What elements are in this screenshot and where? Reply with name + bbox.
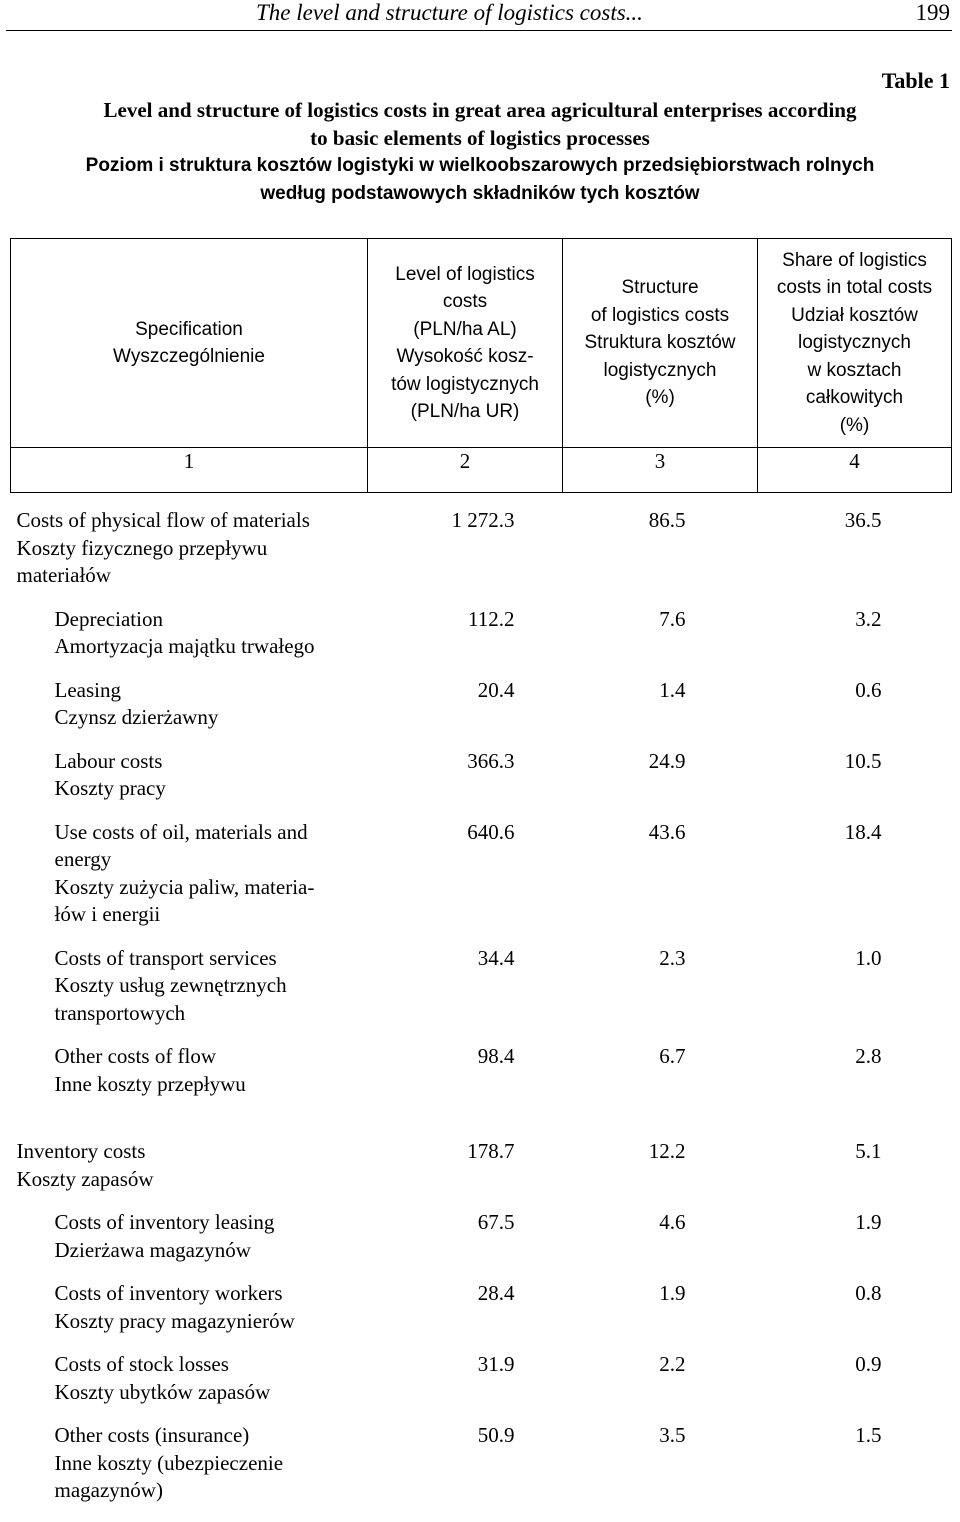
share-value: 1.9 bbox=[855, 1210, 882, 1234]
specification-line: Koszty pracy bbox=[54, 776, 166, 800]
row-specification bbox=[11, 1043, 368, 1138]
column-number-row bbox=[11, 448, 952, 493]
table-row bbox=[11, 1138, 952, 1209]
column-header-line: Level of logistics bbox=[395, 263, 535, 285]
specification-line: Depreciation bbox=[54, 606, 163, 631]
structure-value: 7.6 bbox=[659, 606, 686, 631]
table-row bbox=[11, 1422, 952, 1505]
share-value: 5.1 bbox=[855, 1139, 882, 1163]
specification-line: Costs of inventory leasing bbox=[54, 1210, 275, 1234]
specification-line: Koszty fizycznego przepływu bbox=[16, 535, 268, 560]
column-header-line: Share of logistics bbox=[782, 249, 927, 271]
column-header-line: całkowitych bbox=[805, 387, 904, 409]
column-header-line: tów logistycznych bbox=[391, 373, 539, 395]
share-value: 0.6 bbox=[855, 677, 882, 702]
row-specification bbox=[11, 945, 368, 1044]
level-cost-value: 34.4 bbox=[477, 945, 515, 970]
specification-line: Other costs (insurance) bbox=[54, 1423, 250, 1447]
column-header-line: costs bbox=[442, 291, 488, 312]
column-header-line: (%) bbox=[645, 387, 675, 409]
table-caption bbox=[10, 96, 950, 208]
column-header-3 bbox=[563, 239, 758, 448]
column-header-line: logistycznych bbox=[603, 359, 717, 381]
specification-line: Costs of transport services bbox=[54, 945, 277, 970]
column-header-line: Structure bbox=[621, 277, 699, 299]
row-specification bbox=[11, 1209, 368, 1280]
structure-value: 3.5 bbox=[659, 1423, 686, 1447]
specification-line: Other costs of flow bbox=[54, 1044, 217, 1068]
column-header-line: Struktura kosztów bbox=[584, 332, 736, 354]
table-row bbox=[11, 1209, 952, 1280]
row-specification bbox=[11, 819, 368, 945]
specification-line: Labour costs bbox=[54, 748, 163, 773]
level-cost-value: 31.9 bbox=[477, 1352, 515, 1376]
table-body bbox=[11, 493, 952, 1505]
column-header-line: (PLN/ha AL) bbox=[413, 318, 517, 340]
specification-line: Dzierżawa magazynów bbox=[54, 1237, 251, 1262]
specification-line: Koszty zużycia paliw, materia- bbox=[54, 874, 315, 899]
specification-line: Koszty zapasów bbox=[16, 1166, 154, 1191]
column-header-4 bbox=[758, 239, 952, 448]
table-row bbox=[11, 819, 952, 945]
row-specification bbox=[11, 1351, 368, 1422]
level-cost-value: 112.2 bbox=[468, 606, 515, 631]
structure-value: 24.9 bbox=[648, 748, 686, 773]
caption-pl-line-1: Poziom i struktura kosztów logistyki w wielkoobszarowych przedsiębiorstwach rolnych bbox=[85, 155, 875, 176]
level-cost-value: 1 272.3 bbox=[451, 508, 515, 532]
running-head bbox=[6, 0, 952, 31]
structure-value: 2.3 bbox=[659, 945, 686, 970]
table-row bbox=[11, 606, 952, 677]
structure-value: 86.5 bbox=[648, 508, 686, 532]
logistics-costs-table bbox=[10, 238, 952, 1505]
table-row bbox=[11, 1043, 952, 1138]
specification-line: Inne koszty (ubezpieczenie bbox=[54, 1450, 284, 1475]
caption-pl-line-2: według podstawowych składników tych kosztów bbox=[260, 183, 700, 204]
share-value: 18.4 bbox=[844, 819, 882, 844]
column-header-line: Specification bbox=[135, 318, 243, 340]
column-header-1 bbox=[11, 239, 368, 448]
table-row bbox=[11, 677, 952, 748]
level-cost-value: 98.4 bbox=[477, 1044, 515, 1068]
column-header-line: Udział kosztów bbox=[791, 304, 918, 326]
row-specification bbox=[11, 493, 368, 606]
row-specification bbox=[11, 677, 368, 748]
specification-line: Leasing bbox=[54, 677, 121, 702]
specification-line: Koszty ubytków zapasów bbox=[54, 1379, 271, 1404]
row-specification bbox=[11, 748, 368, 819]
column-header-line: costs in total costs bbox=[776, 277, 933, 299]
row-specification bbox=[11, 1280, 368, 1351]
specification-line: transportowych bbox=[54, 1000, 186, 1025]
column-number: 3 bbox=[563, 448, 758, 493]
level-cost-value: 20.4 bbox=[477, 677, 515, 702]
column-header-line: of logistics costs bbox=[590, 304, 730, 326]
column-header-line: logistycznych bbox=[798, 332, 911, 354]
specification-line: energy bbox=[54, 847, 112, 871]
specification-line: Koszty usług zewnętrznych bbox=[54, 973, 287, 997]
specification-line: Inventory costs bbox=[16, 1139, 146, 1163]
specification-line: Amortyzacja majątku trwałego bbox=[54, 634, 315, 658]
header-row bbox=[11, 239, 952, 448]
structure-value: 4.6 bbox=[659, 1210, 686, 1234]
specification-line: magazynów) bbox=[54, 1478, 163, 1502]
table-row bbox=[11, 1280, 952, 1351]
running-head-title: The level and structure of logistics costs... bbox=[256, 0, 643, 25]
specification-line: Inne koszty przepływu bbox=[54, 1071, 246, 1096]
specification-line: Costs of stock losses bbox=[54, 1352, 229, 1376]
level-cost-value: 28.4 bbox=[477, 1281, 515, 1305]
column-header-2 bbox=[368, 239, 563, 448]
share-value: 1.5 bbox=[855, 1423, 882, 1447]
column-number: 1 bbox=[11, 448, 368, 493]
structure-value: 43.6 bbox=[648, 819, 686, 844]
row-specification bbox=[11, 1422, 368, 1505]
page-number: 199 bbox=[915, 0, 950, 25]
caption-en-line-1: Level and structure of logistics costs in great area agricultural enterprises according bbox=[103, 98, 857, 122]
level-cost-value: 366.3 bbox=[467, 748, 515, 773]
row-specification bbox=[11, 1138, 368, 1209]
specification-line: Koszty pracy magazynierów bbox=[54, 1308, 295, 1333]
row-specification bbox=[11, 606, 368, 677]
table-label: Table 1 bbox=[881, 68, 950, 93]
share-value: 1.0 bbox=[855, 945, 882, 970]
specification-line: Use costs of oil, materials and bbox=[54, 819, 308, 844]
column-header-line: (PLN/ha UR) bbox=[410, 401, 520, 422]
table-row bbox=[11, 493, 952, 606]
specification-line: Costs of inventory workers bbox=[54, 1281, 283, 1305]
level-cost-value: 640.6 bbox=[467, 819, 515, 844]
table-row bbox=[11, 945, 952, 1044]
column-header-line: w kosztach bbox=[807, 359, 902, 381]
share-value: 2.8 bbox=[855, 1044, 882, 1068]
structure-value: 2.2 bbox=[659, 1352, 686, 1376]
share-value: 0.9 bbox=[855, 1352, 882, 1376]
structure-value: 1.4 bbox=[659, 677, 686, 702]
column-header-line: Wysokość kosz- bbox=[396, 346, 534, 367]
table-row bbox=[11, 748, 952, 819]
level-cost-value: 67.5 bbox=[477, 1210, 515, 1234]
level-cost-value: 50.9 bbox=[477, 1423, 515, 1447]
table-row bbox=[11, 1351, 952, 1422]
level-cost-value: 178.7 bbox=[467, 1139, 515, 1163]
column-header-line: Wyszczególnienie bbox=[113, 346, 265, 367]
structure-value: 12.2 bbox=[648, 1139, 686, 1163]
specification-line: łów i energii bbox=[54, 902, 161, 926]
specification-line: Costs of physical flow of materials bbox=[16, 508, 310, 532]
structure-value: 6.7 bbox=[659, 1044, 686, 1068]
structure-value: 1.9 bbox=[659, 1281, 686, 1305]
column-header-line: (%) bbox=[839, 414, 870, 436]
caption-en-line-2: to basic elements of logistics processes bbox=[310, 126, 650, 150]
specification-line: materiałów bbox=[16, 563, 111, 587]
column-number: 2 bbox=[368, 448, 563, 493]
share-value: 10.5 bbox=[844, 748, 882, 773]
share-value: 36.5 bbox=[844, 508, 882, 532]
share-value: 3.2 bbox=[855, 606, 882, 631]
column-number: 4 bbox=[758, 448, 952, 493]
share-value: 0.8 bbox=[855, 1281, 882, 1305]
specification-line: Czynsz dzierżawny bbox=[54, 705, 219, 729]
